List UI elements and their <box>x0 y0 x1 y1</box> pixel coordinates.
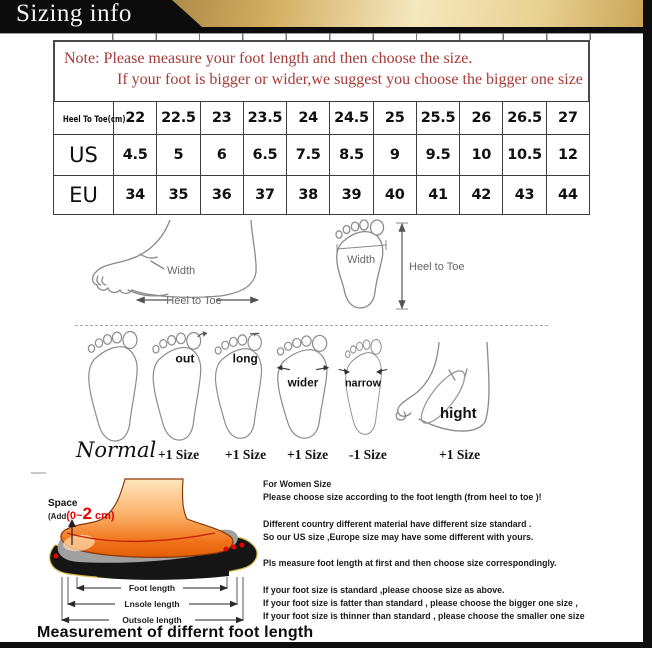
info-line-gap <box>263 504 641 517</box>
size-cell: 9 <box>373 135 416 176</box>
section-divider-dashed <box>75 325 548 326</box>
space-label: Space <box>48 498 78 509</box>
foot-out-icon <box>148 331 208 444</box>
size-cell: 26.5 <box>503 102 546 135</box>
side-width-label: Width <box>167 265 196 277</box>
space-range-unit: cm) <box>91 510 115 522</box>
foot-wider-label: wider <box>287 376 319 390</box>
top-length-label: Heel to Toe <box>409 261 465 273</box>
foot-hight-label: hight <box>440 405 477 422</box>
foot-normal-label: Normal <box>76 438 157 462</box>
size-cell: 5 <box>157 135 200 176</box>
size-cell: 4.5 <box>114 135 157 176</box>
length-measurement-arrows <box>45 577 263 627</box>
foot-long-icon <box>211 332 268 443</box>
space-annotation <box>48 499 115 522</box>
size-cell: 9.5 <box>416 135 459 176</box>
info-line: So our US size ,Europe size may have some different with yours. <box>263 531 534 542</box>
foot-long-label: long <box>232 351 258 366</box>
note-line-1: Note: Please measure your foot length and then choose the size. <box>64 50 473 67</box>
size-cell: 25.5 <box>416 102 459 135</box>
size-cell: 8.5 <box>330 135 373 176</box>
space-range-value: 2 <box>82 504 92 523</box>
gold-ribbon-decoration <box>170 0 643 27</box>
size-table-row <box>54 176 590 215</box>
size-cell: 35 <box>157 176 200 215</box>
size-cell: 25 <box>373 102 416 135</box>
foot-instep-height-icon <box>393 342 513 445</box>
size-table-row <box>54 135 590 176</box>
size-cell: 42 <box>460 176 503 215</box>
size-row-label: US <box>54 135 114 176</box>
info-line: If your foot size is fatter than standard , please choose the bigger one size , <box>263 597 578 608</box>
note-box <box>53 40 590 107</box>
size-cell: 41 <box>416 176 459 215</box>
foot-narrow-label: narrow <box>344 377 382 390</box>
right-border <box>643 0 652 648</box>
info-line-gap <box>263 544 641 557</box>
size-cell: 27 <box>546 102 589 135</box>
size-cell: 23 <box>200 102 243 135</box>
size-cell: 43 <box>503 176 546 215</box>
bottom-border <box>0 642 652 648</box>
info-line: If your foot size is standard ,please choose size as above. <box>263 584 505 595</box>
insole-length-label: Lnsole length <box>124 599 180 609</box>
space-range-open: (0~ <box>66 510 83 522</box>
foot-normal-icon <box>83 330 145 445</box>
size-cell: 22 <box>114 102 157 135</box>
bottom-caption: Measurement of differnt foot length <box>37 624 314 641</box>
foot-side-view-diagram <box>88 220 268 308</box>
foot-narrow-icon <box>337 334 389 442</box>
size-adjust-hight: +1 Size <box>439 447 481 462</box>
size-cell: 44 <box>546 176 589 215</box>
foot-wider-icon <box>273 334 333 442</box>
size-cell: 10.5 <box>503 135 546 176</box>
size-table <box>53 101 590 215</box>
header-bar <box>0 0 652 33</box>
size-cell: 7.5 <box>287 135 330 176</box>
size-cell: 6 <box>200 135 243 176</box>
size-cell: 38 <box>287 176 330 215</box>
info-line: For Women Size <box>263 479 332 489</box>
size-cell: 22.5 <box>157 102 200 135</box>
size-row-label: EU <box>54 176 114 215</box>
space-add-label: (Add <box>48 512 67 521</box>
size-cell: 40 <box>373 176 416 215</box>
small-divider-dash <box>31 472 46 474</box>
size-cell: 34 <box>114 176 157 215</box>
size-cell: 23.5 <box>243 102 286 135</box>
size-adjust-wider: +1 Size <box>287 447 329 462</box>
size-cell: 37 <box>243 176 286 215</box>
side-length-label: Heel to Toe <box>166 295 222 307</box>
size-cell: 12 <box>546 135 589 176</box>
size-cell: 24.5 <box>330 102 373 135</box>
cutoff-table-ticks <box>112 33 592 40</box>
info-line: Please choose size according to the foot length (from heel to toe )! <box>263 492 542 503</box>
size-cell: 24 <box>287 102 330 135</box>
size-cell: 26 <box>460 102 503 135</box>
size-cell: 39 <box>330 176 373 215</box>
size-cell: 36 <box>200 176 243 215</box>
info-line-gap <box>263 570 641 583</box>
info-line: Different country different material have different size standard . <box>263 518 532 529</box>
page-title: Sizing info <box>16 0 132 27</box>
outsole-length-label: Outsole length <box>122 615 182 625</box>
info-line: Pls measure foot length at first and then choose size correspondingly. <box>263 558 557 569</box>
top-width-label: Width <box>346 254 376 266</box>
note-line-2: If your foot is bigger or wider,we suggest you choose the bigger one size <box>117 71 583 88</box>
size-adjust-long: +1 Size <box>225 447 267 462</box>
size-cell: 10 <box>460 135 503 176</box>
foot-top-view-diagram <box>330 219 475 314</box>
size-cell: 6.5 <box>243 135 286 176</box>
shoe-cross-section-illustration <box>45 477 263 589</box>
size-table-row <box>54 102 590 135</box>
info-line: If your foot size is thinner than standard , please choose the smaller one size <box>263 610 585 621</box>
foot-out-label: out <box>175 351 195 366</box>
size-adjust-narrow: -1 Size <box>349 447 387 462</box>
foot-length-label: Foot length <box>128 583 176 593</box>
size-adjust-out: +1 Size <box>158 447 200 462</box>
size-row-label: Heel To Toe(cm) <box>54 102 114 135</box>
info-text <box>263 478 641 623</box>
